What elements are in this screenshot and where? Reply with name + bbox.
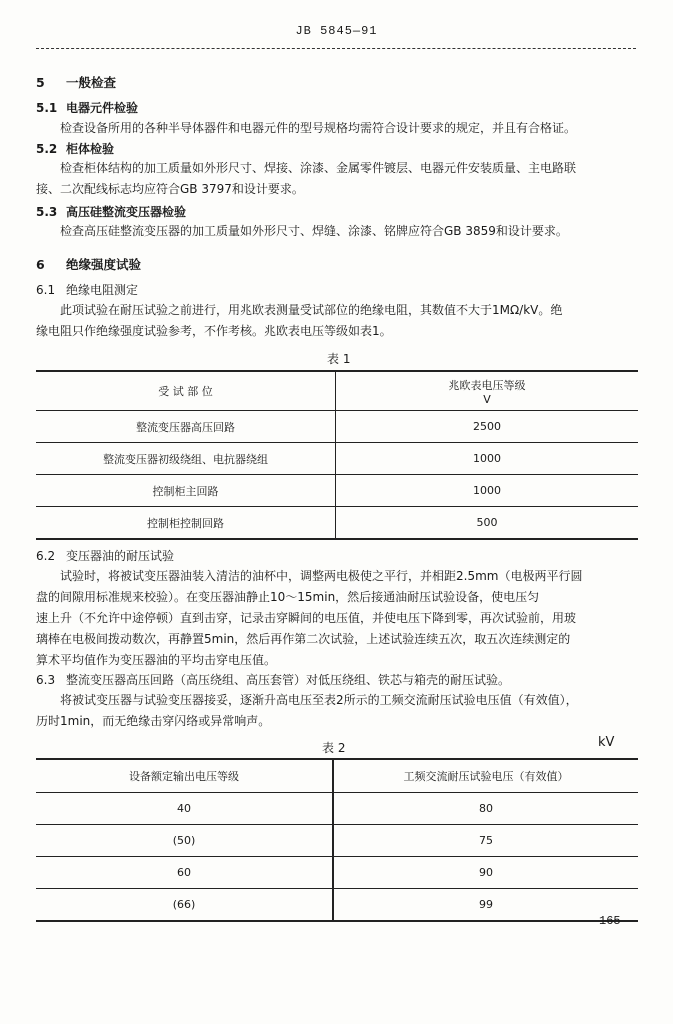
standard-code-header: JB 5845—91	[295, 24, 378, 38]
paragraph-line: 将被试变压器与试验变压器接妥，逐渐升高电压至表2所示的工频交流耐压试验电压值（有效值），	[60, 693, 578, 707]
cell-test: 80	[333, 793, 638, 825]
header-text: 兆欧表电压等级	[448, 378, 526, 392]
subsection-title: 柜体检验	[66, 142, 115, 156]
cell-part: 控制柜控制回路	[36, 507, 336, 540]
cell-test: 90	[333, 857, 638, 889]
subsection-title: 变压器油的耐压试验	[66, 549, 175, 563]
cell-voltage: 2500	[336, 411, 639, 443]
subsection-title: 高压硅整流变压器检验	[66, 205, 187, 219]
cell-part: 整流变压器高压回路	[36, 411, 336, 443]
table-2-caption: 表 2	[322, 741, 346, 755]
header-rule	[36, 48, 636, 49]
paragraph-line: 缘电阻只作绝缘强度试验参考，不作考核。兆欧表电压等级如表1。	[36, 324, 392, 338]
table-1	[36, 370, 638, 540]
paragraph-line: 检查高压硅整流变压器的加工质量如外形尺寸、焊缝、涂漆、铭牌应符合GB 3859和设计要求。	[60, 224, 568, 238]
section-5-2-heading	[36, 140, 114, 157]
column-header-test-voltage: 工频交流耐压试验电压（有效值）	[333, 759, 638, 793]
column-header-part: 受 试 部 位	[36, 371, 336, 411]
subsection-number: 5.2	[36, 142, 58, 156]
table-row	[36, 443, 638, 475]
subsection-number: 5.3	[36, 205, 58, 219]
subsection-title: 整流变压器高压回路（高压绕组、高压套管）对低压绕组、铁芯与箱壳的耐压试验。	[66, 673, 511, 687]
cell-rated: 40	[36, 793, 333, 825]
table-row	[36, 411, 638, 443]
cell-rated: (50)	[36, 825, 333, 857]
cell-part: 控制柜主回路	[36, 475, 336, 507]
section-5-3-text	[36, 221, 636, 242]
section-6-3-heading	[36, 671, 510, 688]
paragraph-line: 检查设备所用的各种半导体器件和电器元件的型号规格均需符合设计要求的规定，并且有合格证。	[60, 121, 577, 135]
section-title: 绝缘强度试验	[66, 257, 142, 272]
paragraph-line: 算术平均值作为变压器油的平均击穿电压值。	[36, 653, 277, 667]
table-header-row	[36, 371, 638, 411]
cell-voltage: 1000	[336, 443, 639, 475]
paragraph-line: 璃棒在电极间拨动数次，再静置5min，然后再作第二次试验，上述试验连续五次，取五次连续测定的	[36, 632, 571, 646]
section-5-1-heading	[36, 99, 138, 116]
subsection-title: 电器元件检验	[66, 101, 139, 115]
subsection-number: 6.2	[36, 549, 56, 563]
section-6-3-text	[36, 690, 636, 732]
table-2-unit: kV	[598, 735, 615, 750]
table-row	[36, 857, 638, 889]
table-row	[36, 889, 638, 922]
paragraph-line: 接、二次配线标志均应符合GB 3797和设计要求。	[36, 182, 304, 196]
cell-test: 99	[479, 898, 493, 911]
cell-part: 整流变压器初级绕组、电抗器绕组	[36, 443, 336, 475]
cell-voltage: 1000	[336, 475, 639, 507]
table-2	[36, 758, 638, 922]
paragraph-line: 此项试验在耐压试验之前进行，用兆欧表测量受试部位的绝缘电阻，其数值不大于1MΩ/kV。绝	[60, 303, 563, 317]
subsection-number: 6.1	[36, 283, 56, 297]
section-6-1-heading	[36, 281, 138, 298]
section-6-1-text	[36, 300, 636, 342]
table-row	[36, 825, 638, 857]
cell-test: 75	[333, 825, 638, 857]
paragraph-line: 盘的间隙用标准规来校验）。在变压器油静止10～15min，然后接通油耐压试验设备，使电压匀	[36, 590, 540, 604]
table-header-row	[36, 759, 638, 793]
table-1-caption: 表 1	[327, 352, 351, 366]
section-5-3-heading	[36, 203, 186, 220]
table-row	[36, 507, 638, 540]
page-number: 165	[599, 914, 621, 928]
table-row	[36, 793, 638, 825]
cell-voltage: 500	[476, 516, 498, 529]
subsection-number: 6.3	[36, 673, 56, 687]
column-header-rated-voltage: 设备额定输出电压等级	[36, 759, 333, 793]
table-row	[36, 475, 638, 507]
cell-rated: 60	[36, 857, 333, 889]
section-title: 一般检查	[66, 75, 117, 90]
paragraph-line: 试验时，将被试变压器油装入清洁的油杯中，调整两电极使之平行，并相距2.5mm（电极两平行圆	[60, 569, 583, 583]
paragraph-line: 历时1min，而无绝缘击穿闪络或异常响声。	[36, 714, 271, 728]
cell-rated: (66)	[36, 889, 333, 922]
section-number: 6	[36, 257, 45, 272]
section-5-heading	[36, 73, 116, 91]
column-header-voltage	[336, 371, 639, 411]
section-number: 5	[36, 75, 45, 90]
section-5-2-text	[36, 158, 636, 200]
subsection-title: 绝缘电阻测定	[66, 283, 139, 297]
paragraph-line: 检查柜体结构的加工质量如外形尺寸、焊接、涂漆、金属零件镀层、电器元件安装质量、主电路联	[60, 161, 577, 175]
subsection-number: 5.1	[36, 101, 58, 115]
section-6-heading	[36, 255, 141, 273]
section-5-1-text	[36, 118, 636, 139]
header-unit: V	[483, 392, 491, 406]
section-6-2-text	[36, 566, 636, 671]
paragraph-line: 速上升（不允许中途停顿）直到击穿，记录击穿瞬间的电压值，并使电压下降到零，再次试验前，用玻	[36, 611, 577, 625]
section-6-2-heading	[36, 547, 174, 564]
